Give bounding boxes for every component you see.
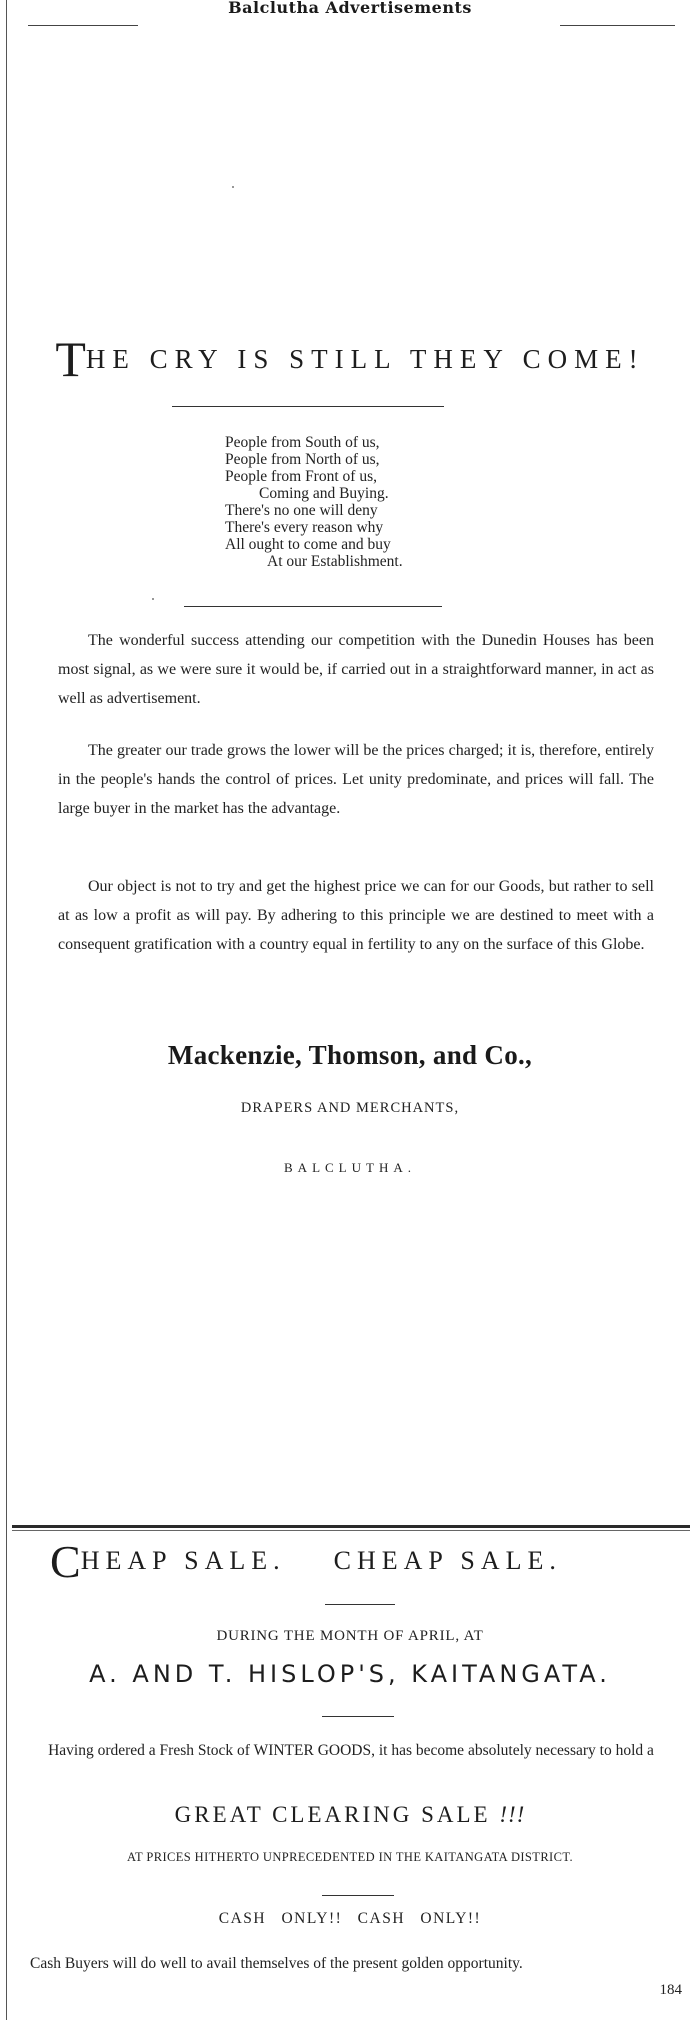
- ad2-store-name: A. AND T. HISLOP'S, KAITANGATA.: [89, 1660, 611, 1688]
- page-header-title: Balclutha Advertisements: [228, 0, 472, 17]
- ad1-headline-rest: HE CRY IS STILL THEY COME!: [85, 344, 645, 374]
- poem-line: People from Front of us,: [225, 468, 377, 485]
- page-number: 184: [659, 1982, 682, 1998]
- ad2-ordered-text: Having ordered a Fresh Stock of WINTER GOODS, it has become absolutely necessary to hold a: [48, 1742, 654, 1759]
- poem-line: At our Establishment.: [267, 553, 403, 570]
- ad2-headline-rest: HEAP SALE.: [80, 1546, 286, 1575]
- ad2-rule-2: [322, 1716, 394, 1717]
- poem-line: All ought to come and buy: [225, 536, 391, 553]
- ad1-headline: [0, 330, 700, 388]
- firm-town: BALCLUTHA.: [284, 1160, 416, 1175]
- ad1-headline-initial: T: [55, 331, 86, 387]
- poem-line: People from South of us,: [225, 434, 380, 451]
- section-divider-thin: [12, 1530, 690, 1531]
- ad2-prices: AT PRICES HITHERTO UNPRECEDENTED IN THE KAITANGATA DISTRICT.: [126, 1850, 573, 1864]
- ad1-rule-top: [172, 406, 444, 407]
- firm-name: Mackenzie, Thomson, and Co.,: [167, 1040, 533, 1070]
- great-sale-text: GREAT CLEARING SALE: [174, 1802, 491, 1827]
- ad1-rule-bottom: [184, 606, 442, 607]
- ad2-buyers-text: Cash Buyers will do well to avail themselves of the present golden opportunity.: [30, 1955, 523, 1972]
- poem-line: People from North of us,: [225, 451, 380, 468]
- ad2-during: DURING THE MONTH OF APRIL, AT: [216, 1628, 484, 1644]
- poem-line: There's every reason why: [225, 519, 384, 536]
- header-rule-right: [560, 25, 675, 26]
- ad2-headline-initial: C: [50, 1536, 81, 1587]
- print-speck: [152, 598, 154, 600]
- ad2-great-sale: [0, 1802, 700, 1828]
- ad1-paragraph: Our object is not to try and get the highest price we can for our Goods, but rather to sell at as low a profit as will pay. By adhering to this principle we are destined to meet with a consequent gratification with a country equal in fertility to any on the surface of this Globe.: [58, 878, 654, 953]
- ad2-rule-3: [322, 1895, 394, 1896]
- ad1-poem: [225, 434, 485, 570]
- ad1-paragraph: The greater our trade grows the lower will be the prices charged; it is, therefore, entirely in the people's hands the control of prices. Let unity predominate, and prices will fall. The large buyer in the market has the advantage.: [58, 742, 654, 817]
- header-rule-left: [28, 25, 138, 26]
- print-speck: [232, 186, 234, 188]
- left-margin-rule: [6, 0, 7, 2020]
- ad2-headline-second: CHEAP SALE.: [333, 1546, 562, 1575]
- poem-line: Coming and Buying.: [259, 485, 389, 502]
- ad2-cash-only: CASH ONLY!! CASH ONLY!!: [218, 1910, 482, 1927]
- ad2-headline: [50, 1535, 670, 1588]
- section-divider: [12, 1525, 690, 1528]
- great-sale-exclaim: !!!: [499, 1802, 526, 1827]
- ad1-paragraph: The wonderful success attending our competition with the Dunedin Houses has been most signal, as we were sure it would be, if carried out in a straightforward manner, in act as well as advertisement.: [58, 632, 654, 707]
- ad2-rule-1: [325, 1604, 395, 1605]
- firm-trade: DRAPERS AND MERCHANTS,: [240, 1100, 460, 1116]
- poem-line: There's no one will deny: [225, 502, 378, 519]
